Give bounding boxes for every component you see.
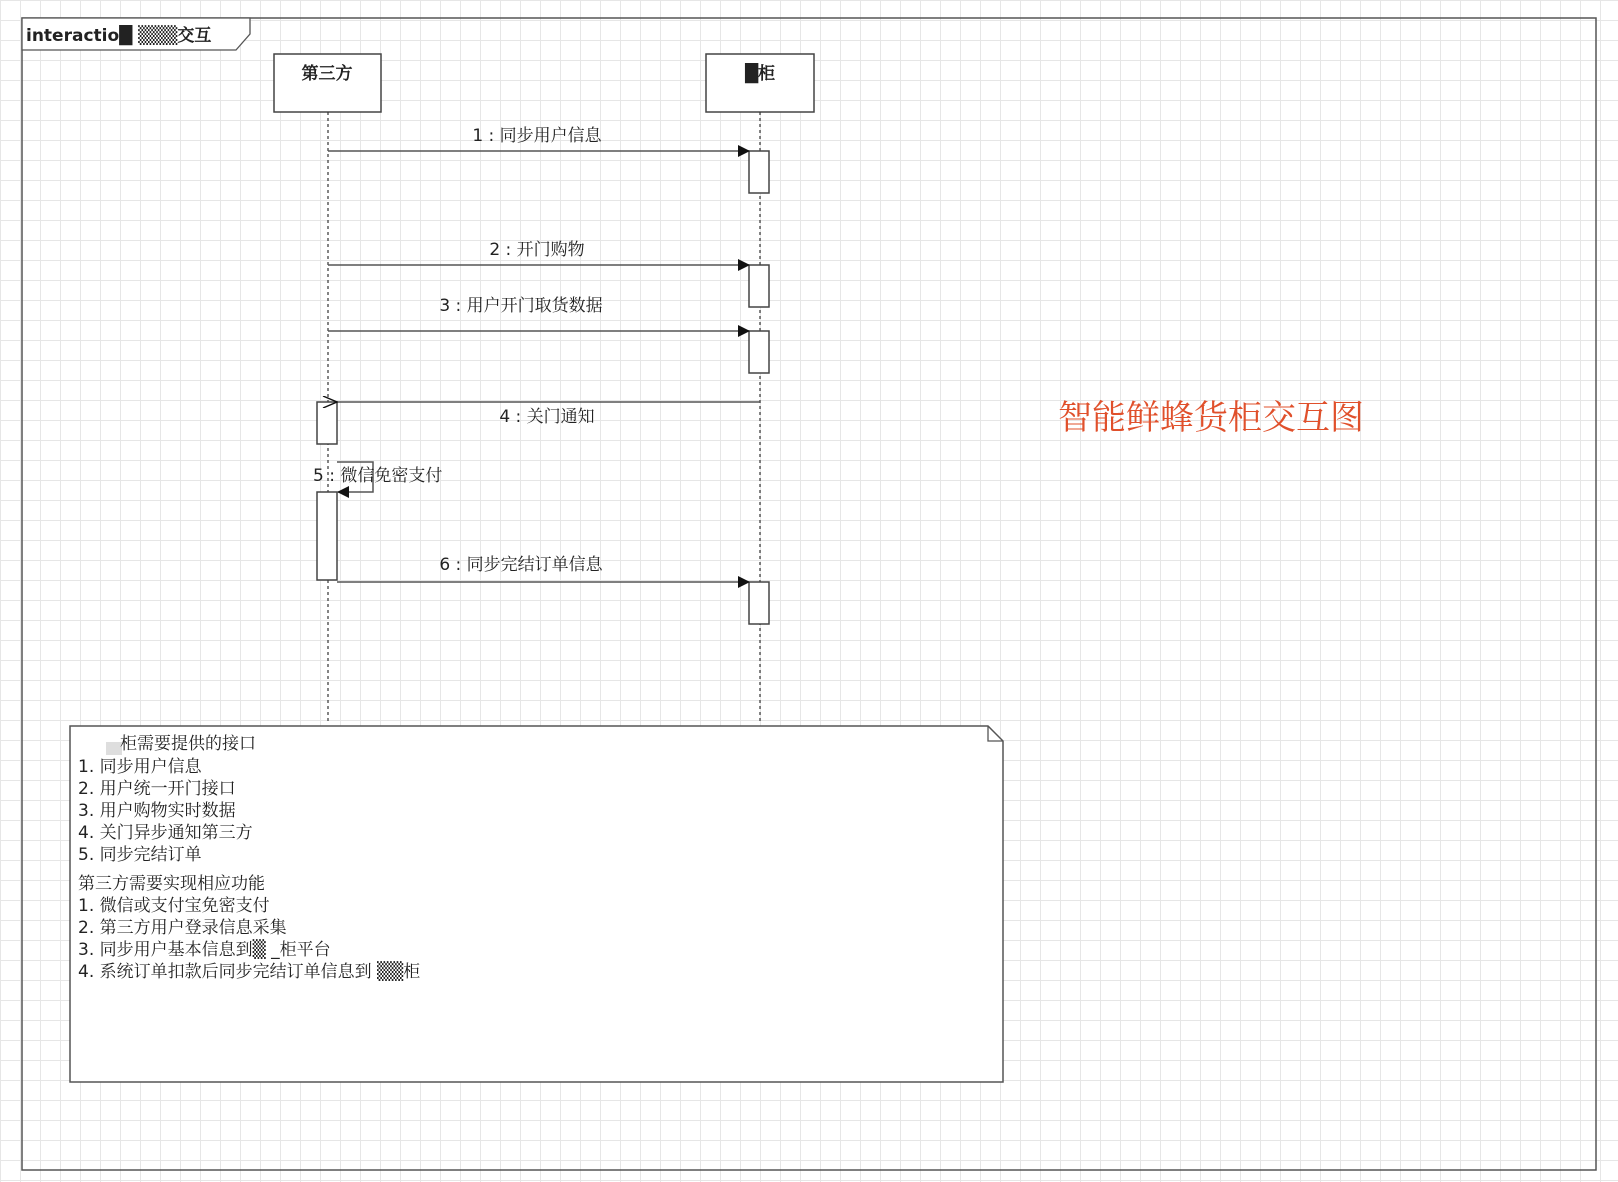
note-item: 5. 同步完结订单 xyxy=(78,845,202,865)
activation-bar xyxy=(749,582,769,624)
activation-bar xyxy=(317,492,337,580)
note-item: 2. 用户统一开门接口 xyxy=(78,779,236,799)
note-heading: 柜需要提供的接口 xyxy=(120,734,256,754)
note-item: 4. 系统订单扣款后同步完结订单信息到 ▒▒柜 xyxy=(78,962,421,982)
message-label-5: 5 : 微信免密支付 xyxy=(313,466,443,486)
note-heading: 第三方需要实现相应功能 xyxy=(78,874,265,894)
note-item: 1. 微信或支付宝免密支付 xyxy=(78,896,270,916)
note-item: 2. 第三方用户登录信息采集 xyxy=(78,918,287,938)
note-item: 3. 同步用户基本信息到▒ _柜平台 xyxy=(78,940,331,960)
lifeline-name-cabinet: █柜 xyxy=(744,64,776,84)
message-label-1: 1 : 同步用户信息 xyxy=(472,126,602,146)
lifeline-name-third-party: 第三方 xyxy=(301,64,353,84)
message-label-6: 6 : 同步完结订单信息 xyxy=(439,555,603,575)
activation-bar xyxy=(317,402,337,444)
message-label-3: 3 : 用户开门取货数据 xyxy=(439,296,603,316)
note-item: 3. 用户购物实时数据 xyxy=(78,801,236,821)
message-label-4: 4 : 关门通知 xyxy=(499,407,595,427)
note-item: 1. 同步用户信息 xyxy=(78,757,202,777)
note-item: 4. 关门异步通知第三方 xyxy=(78,823,253,843)
frame-label: interactio█ ▒▒▒交互 xyxy=(26,26,212,46)
activation-bar xyxy=(749,265,769,307)
diagram-title: 智能鲜蜂货柜交互图 xyxy=(1058,398,1364,438)
activation-bar xyxy=(749,151,769,193)
message-label-2: 2 : 开门购物 xyxy=(489,240,585,260)
activation-bar xyxy=(749,331,769,373)
